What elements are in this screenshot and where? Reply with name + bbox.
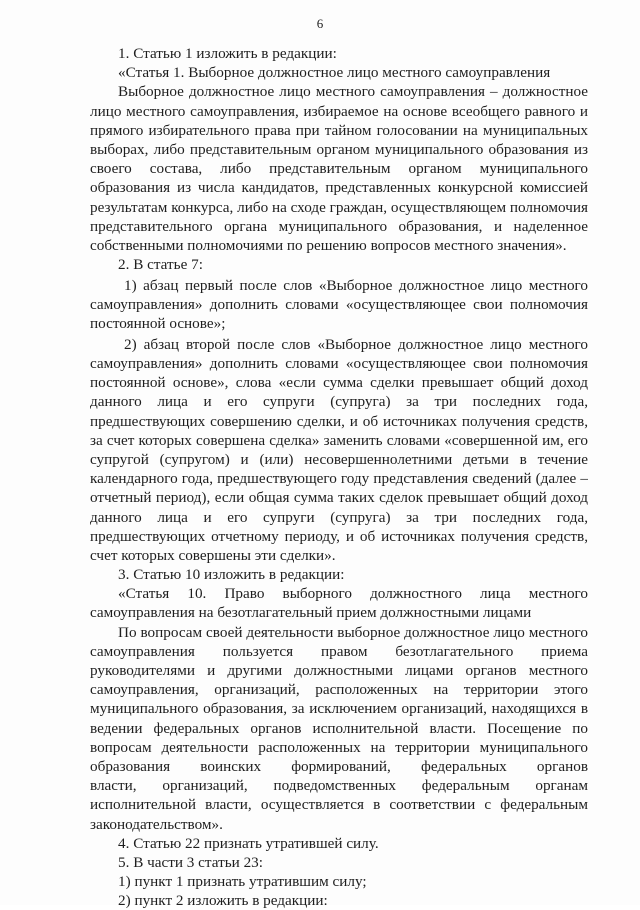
text-line: 1) абзац первый после слов «Выборное должностное лицо местного — [124, 276, 588, 294]
text-line: 1) пункт 1 признать утратившим силу; — [118, 873, 367, 891]
text-line: 5. В части 3 статьи 23: — [118, 853, 263, 871]
text-line: «Статья 1. Выборное должностное лицо местного самоуправления — [118, 64, 551, 82]
text-line: постоянной основе», слова «если сумма сделки превышает общий доход — [90, 374, 588, 392]
text-line: По вопросам своей деятельности выборное должностное лицо местного — [118, 623, 588, 641]
text-line: муниципального образования, за исключением организаций, находящихся в — [90, 700, 588, 718]
text-line: за счет которых совершена сделка» заменить словами «совершенной им, его — [90, 431, 588, 449]
text-line: результатам конкурса, либо на сходе граждан, осуществляющем полномочия — [90, 198, 588, 216]
text-line: Выборное должностное лицо местного самоуправления – должностное — [118, 83, 588, 101]
page-number: 6 — [316, 16, 324, 31]
text-line: собственными полномочиями по решению вопросов местного значения». — [90, 236, 567, 254]
text-line: выборах, либо представительным органом муниципального образования из — [90, 140, 588, 158]
text-line: самоуправления» дополнить словами «осуществляющее свои полномочия — [90, 295, 588, 313]
text-line: самоуправления пользуется правом безотлагательного приема — [90, 642, 588, 660]
text-line: 1. Статью 1 изложить в редакции: — [118, 45, 337, 62]
text-line: самоуправления, организаций, расположенных на территории этого — [90, 681, 588, 699]
text-line: лицо местного самоуправления, избираемое на основе всеобщего равного и — [90, 102, 588, 120]
text-line: своего состава, либо представительным органом муниципального — [90, 160, 588, 178]
text-line: 2) пункт 2 изложить в редакции: — [118, 892, 328, 910]
text-line: самоуправления на безотлагательный прием должностными лицами — [90, 604, 532, 622]
text-line: представительного органа муниципального образования, и наделенное — [90, 217, 588, 235]
text-line: предшествующих отчетному периоду, и об источниках получения средств, — [90, 527, 588, 545]
text-line: счет которых совершены эти сделки». — [90, 546, 336, 564]
text-line: супругой (супругом) и (или) несовершеннолетними детьми в течение — [90, 450, 588, 468]
text-line: 4. Статью 22 признать утратившей силу. — [118, 834, 379, 852]
text-line: прямого избирательного права при тайном голосовании на муниципальных — [90, 121, 588, 139]
text-line: образования воинских формирований, федеральных органов — [90, 757, 588, 775]
text-line: данного лица и его супруги (супруга) за три последних года, — [90, 393, 588, 411]
text-line: самоуправления» дополнить словами «осуществляющее свои полномочия — [90, 355, 588, 372]
text-line: власти, организаций, подведомственных федеральным органам — [90, 777, 588, 795]
text-line: руководителями и другими должностными лицами органов местного — [90, 662, 588, 679]
text-line: отчетный период), если общая сумма таких сделок превышает общий доход — [90, 489, 588, 507]
text-line: законодательством». — [90, 815, 223, 833]
text-line: предшествующих совершению сделки, и об источниках получения средств, — [90, 412, 588, 430]
text-line: исполнительной власти, осуществляется в соответствии с федеральным — [90, 796, 588, 814]
text-line: «Статья 10. Право выборного должностного лица местного — [118, 585, 588, 603]
text-line: 2. В статье 7: — [118, 256, 203, 274]
text-line: данного лица и его супруги (супруга) за три последних года, — [90, 508, 588, 526]
text-line: образования из числа кандидатов, представленных конкурсной комиссией — [90, 179, 588, 197]
text-line: 3. Статью 10 изложить в редакции: — [118, 566, 345, 584]
text-line: ведении федеральных органов исполнительной власти. Посещение по — [90, 719, 588, 737]
text-line: календарного года, предшествующего году представления сведений (далее – — [90, 470, 588, 488]
text-line: 2) абзац второй после слов «Выборное должностное лицо местного — [124, 335, 588, 353]
document-body — [90, 44, 588, 910]
text-line: постоянной основе»; — [90, 315, 226, 333]
text-line: вопросам деятельности расположенных на территории муниципального — [90, 738, 588, 756]
